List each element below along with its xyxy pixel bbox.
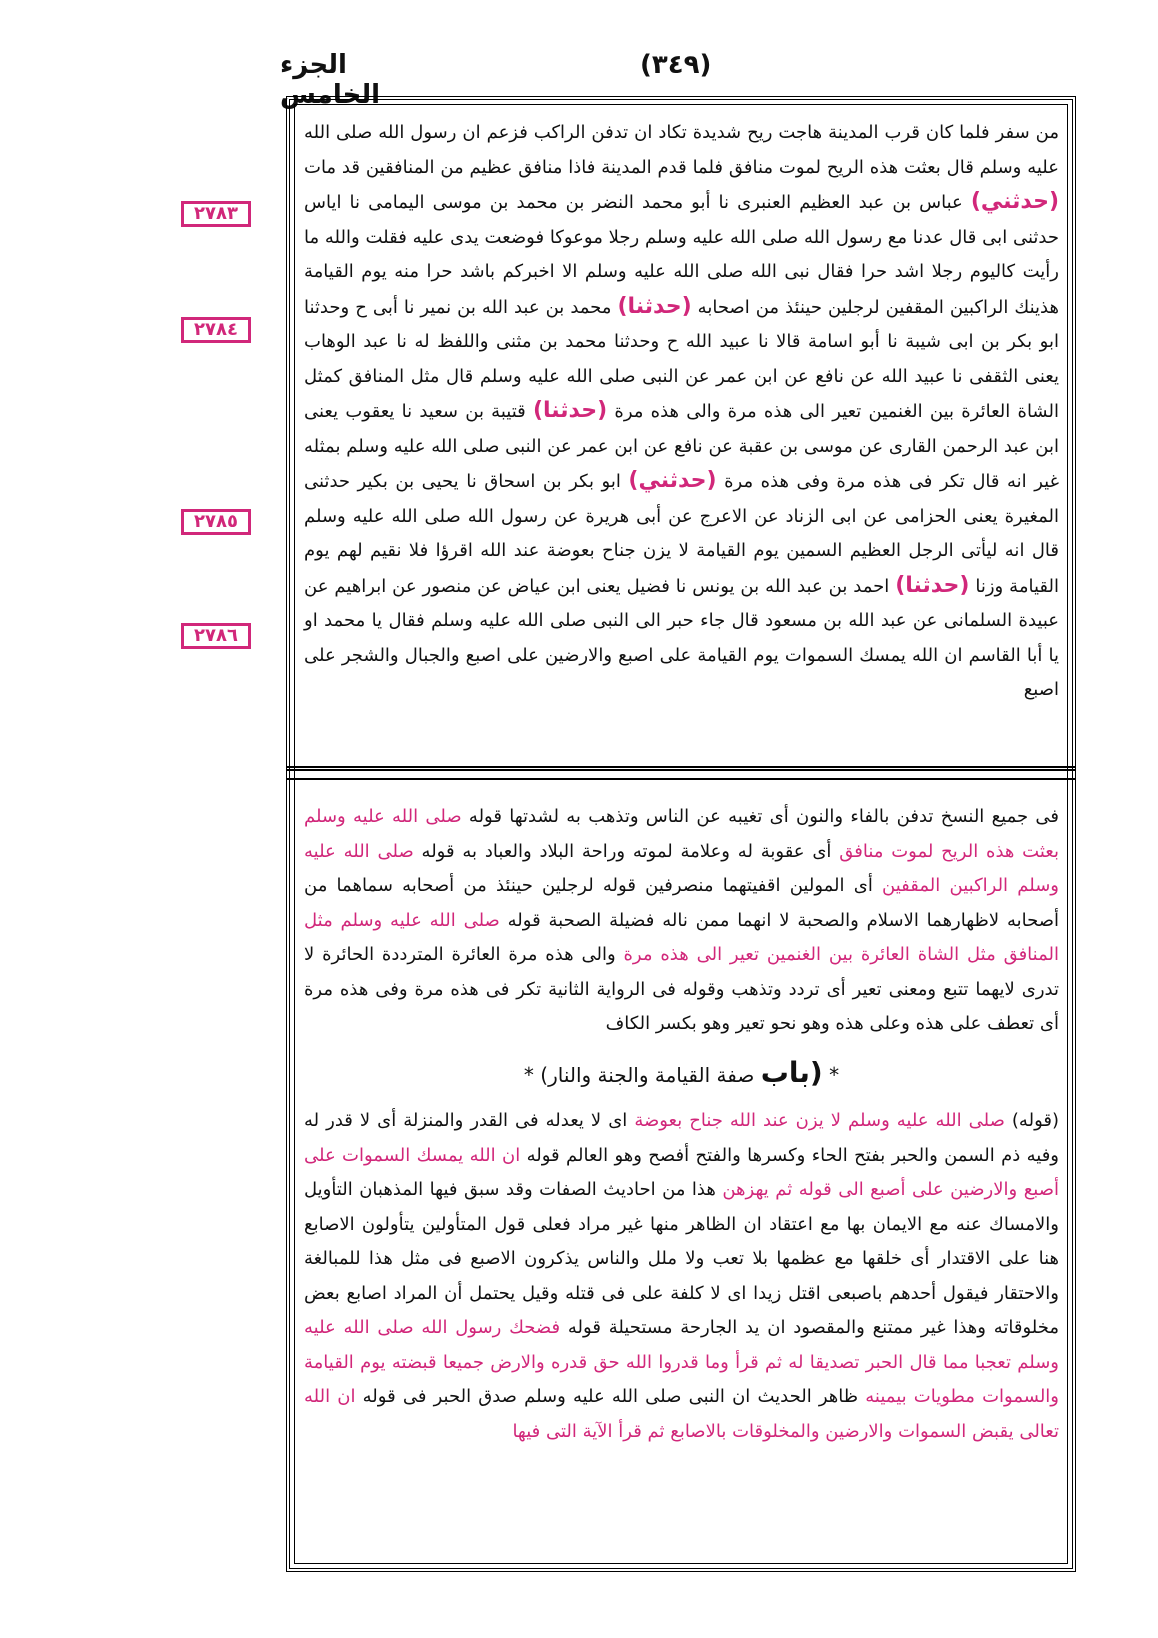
text-run: ظاهر الحديث ان النبى صلى الله عليه وسلم صدق الحبر فى قوله — [362, 1386, 859, 1407]
text-run: أى المولين اقفيتهما منصرفين قوله لرجلين حينئذ من أصحابه سماهما من أصحابه لاظهارهما الاسلام والصحبة لا انهما ممن ناله فضيلة الصحبة قوله — [304, 875, 1059, 931]
text-run: فى جميع النسخ تدفن بالفاء والنون أى تغيبه عن الناس وتذهب به لشدتها قوله — [468, 806, 1059, 827]
quoted-phrase: ان الله تعالى يقبض السموات والارضين والمخلوقات بالاصابع ثم قرأ الآية التى فيها — [304, 1386, 1059, 1442]
narration-marker: (حدثني) — [628, 468, 717, 493]
text-run: من سفر فلما كان قرب المدينة هاجت ريح شديدة تكاد ان تدفن الراكب فزعم ان رسول الله صلى الله عليه وسلم قال بعثت هذه الريح لموت منافق فلما قدم المدينة فاذا منافق عظيم من المنافقين قد مات — [304, 122, 1059, 178]
hadith-text — [304, 116, 1059, 708]
heading-title: صفة القيامة والجنة والنار) — [540, 1062, 755, 1087]
page-header — [280, 50, 1080, 110]
commentary-paragraph — [304, 800, 1059, 1042]
quoted-phrase: صلى الله عليه وسلم الراكبين المقفين — [304, 840, 1059, 896]
hadith-number-badge: ٢٧٨٤ — [182, 318, 250, 342]
text-run: ابو بكر بن اسحاق نا يحيى بن بكير حدثنى المغيرة يعنى الحزامى عن ابى الزناد عن الاعرج عن أبى هريرة عن رسول الله صلى الله عليه وسلم قال انه ليأتى الرجل العظيم السمين يوم القيامة لا يزن جناح بعوضة عند الله اقرؤا فلا نقيم لهم يوم القيامة وزنا — [304, 471, 1059, 597]
hadith-number-badge: ٢٧٨٣ — [182, 202, 250, 226]
page-number: (٣٤٩) — [640, 50, 712, 80]
quoted-phrase: صلى الله عليه وسلم لا يزن عند الله جناح بعوضة — [634, 1110, 1005, 1131]
hadith-number-badge: ٢٧٨٥ — [182, 510, 250, 534]
text-run: هذا من احاديث الصفات وقد سبق فيها المذهبان التأويل والامساك عنه مع الايمان بها مع اعتقاد ان الظاهر منها غير مراد فعلى قول المتأولين يتأولون الاصابع هنا على الاقتدار أى خلقها مع عظمها بلا تعب ولا ملل والناس يذكرون الاصبع فى مثل هذا للمبالغة والاحتقار فيقول أحدهم باصبعى اقتل زيدا اى لا كلفة على فى قتله وقيل يحتمل أن المراد اصابع بعض مخلوقاته وهذا غير ممتنع والمقصود ان يد الجارحة مستحيلة قوله — [304, 1179, 1060, 1338]
quoted-phrase: ان الله يمسك السموات على أصبع والارضين على أصبع الى قوله ثم يهزهن — [304, 1144, 1059, 1200]
narration-marker: (حدثني) — [970, 189, 1059, 214]
narration-marker: (حدثنا) — [532, 398, 608, 423]
commentary-paragraph — [304, 1104, 1059, 1449]
hadith-paragraph — [304, 116, 1059, 708]
text-run: (قوله) — [1011, 1110, 1059, 1131]
hadith-number-badge: ٢٧٨٦ — [182, 624, 250, 648]
text-run: أى عقوبة له وعلامة لموته وراحة البلاد والعباد به قوله — [421, 840, 832, 862]
text-run: احمد بن عبد الله بن يونس نا فضيل يعنى ابن عياض عن منصور عن ابراهيم عن عبيدة السلمانى عن عبد الله بن مسعود قال جاء حبر الى النبى صلى الله عليه وسلم فقال يا محمد او يا أبا القاسم ان الله يمسك السموات يوم القيامة على اصبع والارضين على اصبع والجبال والشجر على اصبع — [304, 575, 1059, 700]
text-run: قتيبة بن سعيد نا يعقوب يعنى ابن عبد الرحمن القارى عن موسى بن عقبة عن نافع عن ابن عمر عن النبى صلى الله عليه وسلم بمثله غير انه قال تكر فى هذه مرة وفى هذه مرة — [304, 401, 1059, 492]
text-run: عباس بن عبد العظيم العنبرى نا أبو محمد النضر بن محمد بن موسى اليمامى نا اياس حدثنى ابى قال عدنا مع رسول الله صلى الله عليه وسلم رجلا موعوكا فوضعت يدى عليه فقلت والله ما رأيت كاليوم رجلا اشد حرا فقال نبى الله صلى الله عليه وسلم الا اخبركم باشد حرا منه يوم القيامة هذينك الراكبين المقفين لرجلين حينئذ من اصحابه — [304, 192, 1059, 318]
section-divider — [286, 766, 1076, 780]
quoted-phrase: صلى الله عليه وسلم مثل المنافق مثل الشاة العائرة بين الغنمين تعير الى هذه مرة — [304, 909, 1059, 965]
narration-marker: (حدثنا) — [617, 293, 692, 319]
text-run: اى لا يعدله فى القدر والمنزلة أى لا قدر له وفيه ذم السمن والحبر بفتح الحاء وكسرها والفتح أفصح وهو العالم قوله — [304, 1110, 1059, 1166]
heading-word: (باب — [760, 1055, 823, 1089]
narration-marker: (حدثنا) — [895, 572, 970, 598]
quoted-phrase: صلى الله عليه وسلم بعثت هذه الريح لموت منافق — [304, 806, 1059, 862]
text-run: محمد بن عبد الله بن نمير نا أبى ح وحدثنا ابو بكر بن ابى شيبة نا أبو اسامة قالا نا عبيد الله ح وحدثنا محمد بن مثنى واللفظ له نا عبد الوهاب يعنى الثقفى نا عبيد الله عن نافع عن ابن عمر عن النبى صلى الله عليه وسلم قال مثل المنافق كمثل الشاة العائرة بين الغنمين تعير الى هذه مرة والى هذه مرة — [304, 296, 1059, 422]
chapter-heading — [304, 1056, 1059, 1093]
text-run: والى هذه مرة العائرة المترددة الحائرة لا تدرى لايهما تتبع ومعنى تعير أى تردد وتذهب وقوله فى الرواية الثانية تكر فى هذه مرة وفى هذه مرة أى تعطف على هذه وعلى هذه وهو نحو تعير وهو بكسر الكاف — [304, 944, 1059, 1034]
commentary-text — [304, 800, 1059, 1449]
quoted-phrase: فضحك رسول الله صلى الله عليه وسلم تعجبا مما قال الحبر تصديقا له ثم قرأ وما قدروا الله حق قدره والارض جميعا قبضته يوم القيامة والسموات مطويات بيمينه — [304, 1317, 1059, 1407]
heading-star: * — [829, 1062, 840, 1087]
heading-star: * — [523, 1062, 534, 1087]
part-title: الجزء الخامس — [280, 50, 381, 110]
